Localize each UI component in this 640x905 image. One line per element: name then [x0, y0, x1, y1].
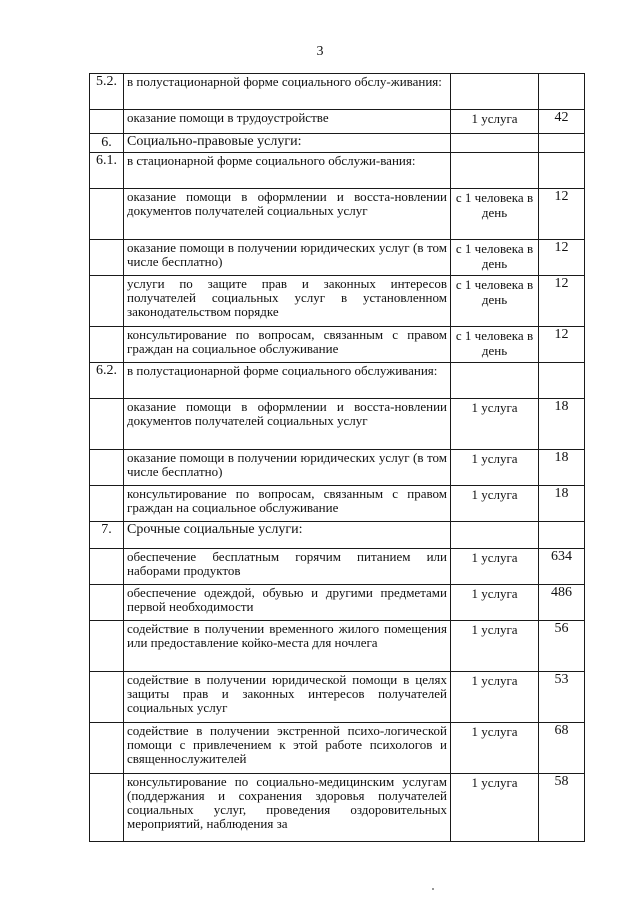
- row-number: [90, 723, 124, 774]
- table-row: [90, 621, 585, 672]
- service-unit: 1 услуга: [451, 774, 539, 842]
- service-description: в полустационарной форме социального обслу-живания:: [124, 74, 451, 110]
- row-number: [90, 276, 124, 327]
- table-row: [90, 240, 585, 276]
- table-row: [90, 399, 585, 450]
- table-row: [90, 774, 585, 842]
- row-number: [90, 672, 124, 723]
- table-row: [90, 723, 585, 774]
- service-value: 12: [539, 189, 585, 240]
- table-row: [90, 74, 585, 110]
- table-row: [90, 522, 585, 549]
- table-row: [90, 450, 585, 486]
- service-value: [539, 134, 585, 153]
- service-value: 42: [539, 110, 585, 134]
- service-unit: 1 услуга: [451, 486, 539, 522]
- row-number: [90, 774, 124, 842]
- row-number: 6.2.: [90, 363, 124, 399]
- table-row: [90, 672, 585, 723]
- service-description: содействие в получении экстренной психо-логической помощи с привлечением к этой работе психологов и священнослужителей: [124, 723, 451, 774]
- row-number: [90, 189, 124, 240]
- section-title: Срочные социальные услуги:: [124, 522, 451, 549]
- service-value: 634: [539, 549, 585, 585]
- service-unit: 1 услуга: [451, 450, 539, 486]
- row-number: [90, 585, 124, 621]
- service-unit: [451, 153, 539, 189]
- table-row: [90, 276, 585, 327]
- service-unit: 1 услуга: [451, 672, 539, 723]
- service-value: 12: [539, 276, 585, 327]
- service-unit: с 1 человека в день: [451, 189, 539, 240]
- service-unit: 1 услуга: [451, 110, 539, 134]
- row-number: 6.1.: [90, 153, 124, 189]
- service-unit: с 1 человека в день: [451, 276, 539, 327]
- service-description: оказание помощи в получении юридических услуг (в том числе бесплатно): [124, 240, 451, 276]
- service-description: оказание помощи в получении юридических услуг (в том числе бесплатно): [124, 450, 451, 486]
- row-number: [90, 110, 124, 134]
- service-value: 58: [539, 774, 585, 842]
- section-title: Социально-правовые услуги:: [124, 134, 451, 153]
- scan-speck: [432, 888, 434, 890]
- row-number: [90, 450, 124, 486]
- service-description: консультирование по вопросам, связанным с правом граждан на социальное обслуживание: [124, 327, 451, 363]
- service-description: оказание помощи в трудоустройстве: [124, 110, 451, 134]
- service-value: 12: [539, 240, 585, 276]
- service-value: 68: [539, 723, 585, 774]
- service-description: консультирование по социально-медицинским услугам (поддержания и сохранения здоровья получателей социальных услуг, проведения оздоровительных мероприятий, наблюдения за: [124, 774, 451, 842]
- service-unit: [451, 134, 539, 153]
- row-number: 6.: [90, 134, 124, 153]
- service-unit: 1 услуга: [451, 723, 539, 774]
- service-description: обеспечение бесплатным горячим питанием или наборами продуктов: [124, 549, 451, 585]
- row-number: [90, 240, 124, 276]
- service-description: содействие в получении временного жилого помещения или предоставление койко-места для ночлега: [124, 621, 451, 672]
- row-number: [90, 621, 124, 672]
- table-row: [90, 549, 585, 585]
- table-row: [90, 110, 585, 134]
- service-description: оказание помощи в оформлении и восста-новлении документов получателей социальных услуг: [124, 399, 451, 450]
- table-row: [90, 189, 585, 240]
- row-number: [90, 486, 124, 522]
- service-value: 18: [539, 399, 585, 450]
- row-number: [90, 399, 124, 450]
- row-number: [90, 549, 124, 585]
- service-value: 56: [539, 621, 585, 672]
- service-unit: 1 услуга: [451, 399, 539, 450]
- service-value: 12: [539, 327, 585, 363]
- service-value: 53: [539, 672, 585, 723]
- service-unit: 1 услуга: [451, 585, 539, 621]
- page-number: 3: [316, 44, 324, 59]
- services-table: [89, 73, 585, 842]
- table-row: [90, 363, 585, 399]
- service-unit: [451, 74, 539, 110]
- service-description: в стационарной форме социального обслужи-вания:: [124, 153, 451, 189]
- table-row: [90, 327, 585, 363]
- service-value: 18: [539, 450, 585, 486]
- row-number: [90, 327, 124, 363]
- service-value: 486: [539, 585, 585, 621]
- service-unit: [451, 363, 539, 399]
- service-unit: 1 услуга: [451, 549, 539, 585]
- service-description: оказание помощи в оформлении и восста-новлении документов получателей социальных услуг: [124, 189, 451, 240]
- service-value: 18: [539, 486, 585, 522]
- service-unit: [451, 522, 539, 549]
- service-value: [539, 522, 585, 549]
- service-description: услуги по защите прав и законных интересов получателей социальных услуг в установленном законодательством порядке: [124, 276, 451, 327]
- service-description: обеспечение одеждой, обувью и другими предметами первой необходимости: [124, 585, 451, 621]
- table-row: [90, 486, 585, 522]
- table-row: [90, 585, 585, 621]
- service-description: консультирование по вопросам, связанным с правом граждан на социальное обслуживание: [124, 486, 451, 522]
- row-number: 7.: [90, 522, 124, 549]
- table-row: [90, 153, 585, 189]
- table-row: [90, 134, 585, 153]
- service-value: [539, 74, 585, 110]
- service-value: [539, 363, 585, 399]
- service-description: содействие в получении юридической помощи в целях защиты прав и законных интересов получателей социальных услуг: [124, 672, 451, 723]
- service-description: в полустационарной форме социального обслуживания:: [124, 363, 451, 399]
- service-unit: с 1 человека в день: [451, 240, 539, 276]
- service-value: [539, 153, 585, 189]
- service-unit: с 1 человека в день: [451, 327, 539, 363]
- row-number: 5.2.: [90, 74, 124, 110]
- service-unit: 1 услуга: [451, 621, 539, 672]
